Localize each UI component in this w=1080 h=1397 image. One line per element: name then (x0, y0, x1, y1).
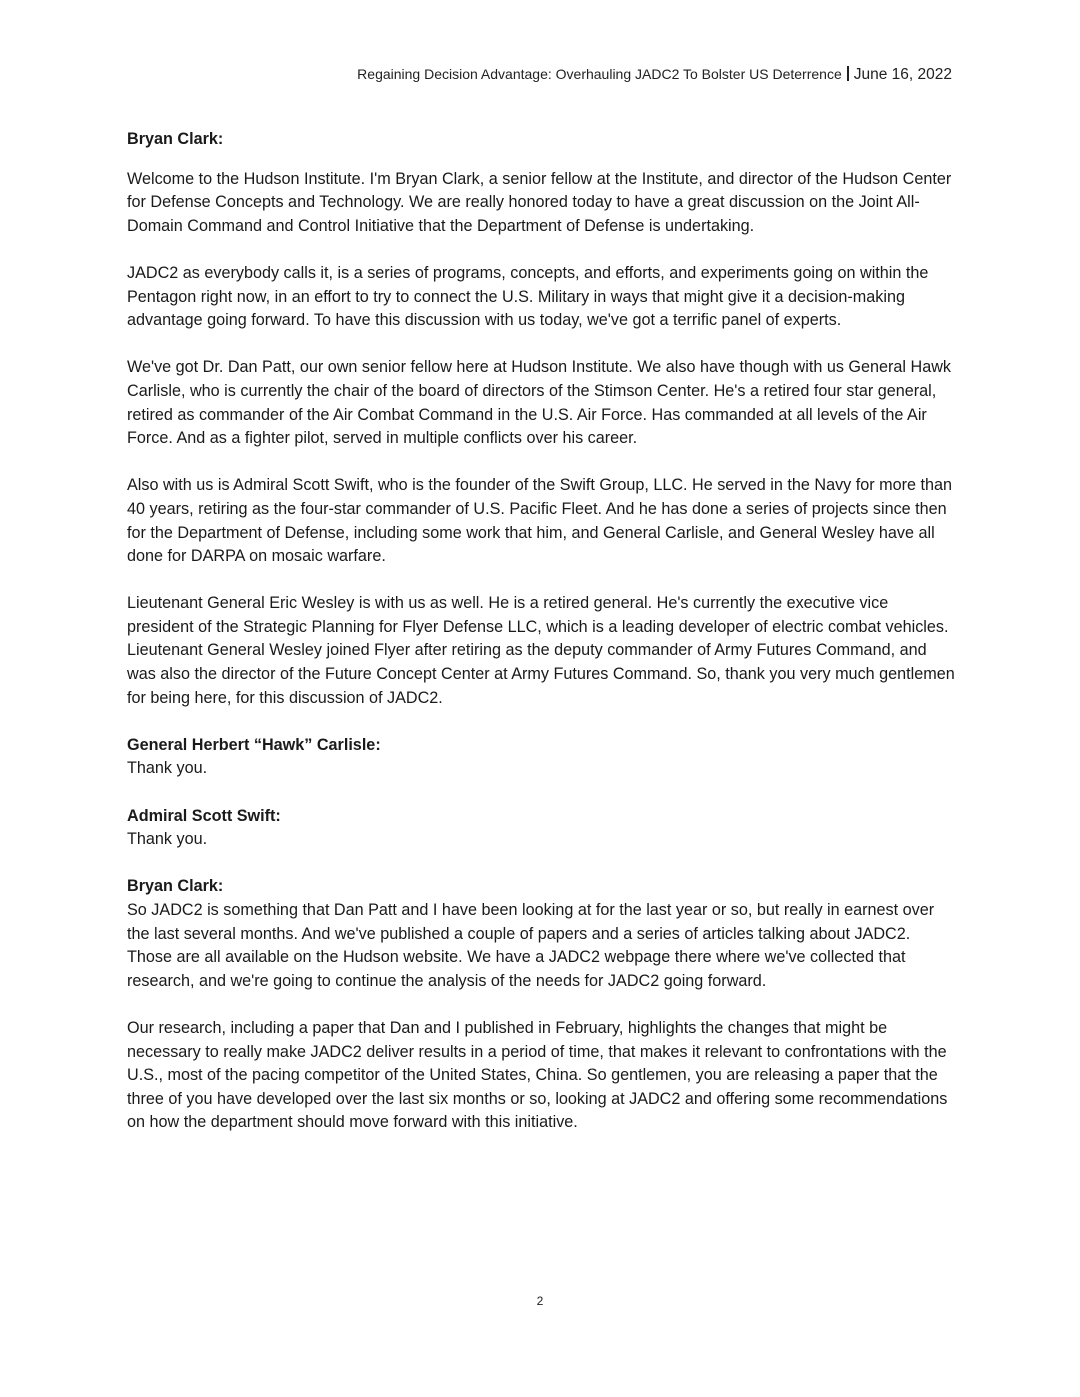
speaker-name: Bryan Clark: (127, 877, 224, 896)
transcript-paragraph: Also with us is Admiral Scott Swift, who is the founder of the Swift Group, LLC. He served in the Navy for more than 40 years, retiring as the four-star commander of U.S. Pacific Fleet. And he has done a series of projects since then for the Department of Defense, including some work that him, and General Carlisle, and General Wesley have all done for DARPA on mosaic warfare. (127, 476, 953, 566)
speaker-block (127, 734, 957, 781)
transcript-paragraph: Welcome to the Hudson Institute. I'm Bryan Clark, a senior fellow at the Institute, and director of the Hudson Center for Defense Concepts and Technology. We are really honored today to have a great discussion on the Joint All-Domain Command and Control Initiative that the Department of Defense is undertaking. (127, 169, 952, 235)
transcript-paragraph: Thank you. (127, 759, 208, 778)
transcript-paragraph: Our research, including a paper that Dan and I published in February, highlights the changes that might be necessary to really make JADC2 deliver results in a period of time, that makes it relevant to confrontations with the U.S., most of the pacing competitor of the United States, China. So gentlemen, you are releasing a paper that the three of you have developed over the last six months or so, looking at JADC2 and offering some recommendations on how the department should move forward with this initiative. (127, 1018, 948, 1132)
header-separator (847, 66, 849, 81)
page-number: 2 (536, 1294, 544, 1308)
document-date: June 16, 2022 (853, 66, 952, 83)
speaker-name: General Herbert “Hawk” Carlisle: (127, 735, 381, 754)
transcript-paragraph: We've got Dr. Dan Patt, our own senior fellow here at Hudson Institute. We also have though with us General Hawk Carlisle, who is currently the chair of the board of directors of the Stimson Center. He's a retired four star general, retired as commander of the Air Combat Command in the U.S. Air Force. Has commanded at all levels of the Air Force. And as a fighter pilot, served in multiple conflicts over his career. (127, 358, 951, 448)
speaker-block (127, 805, 957, 852)
transcript-paragraph: Thank you. (127, 830, 208, 849)
page-header (357, 66, 952, 84)
speaker-block (127, 875, 957, 993)
speaker-name: Bryan Clark: (127, 130, 224, 148)
transcript-body (127, 128, 957, 1159)
transcript-paragraph: Lieutenant General Eric Wesley is with us as well. He is a retired general. He's currently the executive vice president of the Strategic Planning for Flyer Defense LLC, which is a leading developer of electric combat vehicles. Lieutenant General Wesley joined Flyer after retiring as the deputy commander of Army Futures Command, and was also the director of the Future Concept Center at Army Futures Command. So, thank you very much gentlemen for being here, for this discussion of JADC2. (127, 594, 955, 707)
document-title: Regaining Decision Advantage: Overhauling JADC2 To Bolster US Deterrence (357, 66, 842, 82)
transcript-paragraph: JADC2 as everybody calls it, is a series of programs, concepts, and efforts, and experiments going on within the Pentagon right now, in an effort to try to connect the U.S. Military in ways that might give it a decision-making advantage going forward. To have this discussion with us today, we've got a terrific panel of experts. (127, 263, 929, 330)
transcript-paragraph: So JADC2 is something that Dan Patt and I have been looking at for the last year or so, but really in earnest over the last several months. And we've published a couple of papers and a series of articles talking about JADC2. Those are all available on the Hudson website. We have a JADC2 webpage there where we've collected that research, and we're going to continue the analysis of the needs for JADC2 going forward. (127, 901, 935, 990)
speaker-name: Admiral Scott Swift: (127, 806, 281, 825)
